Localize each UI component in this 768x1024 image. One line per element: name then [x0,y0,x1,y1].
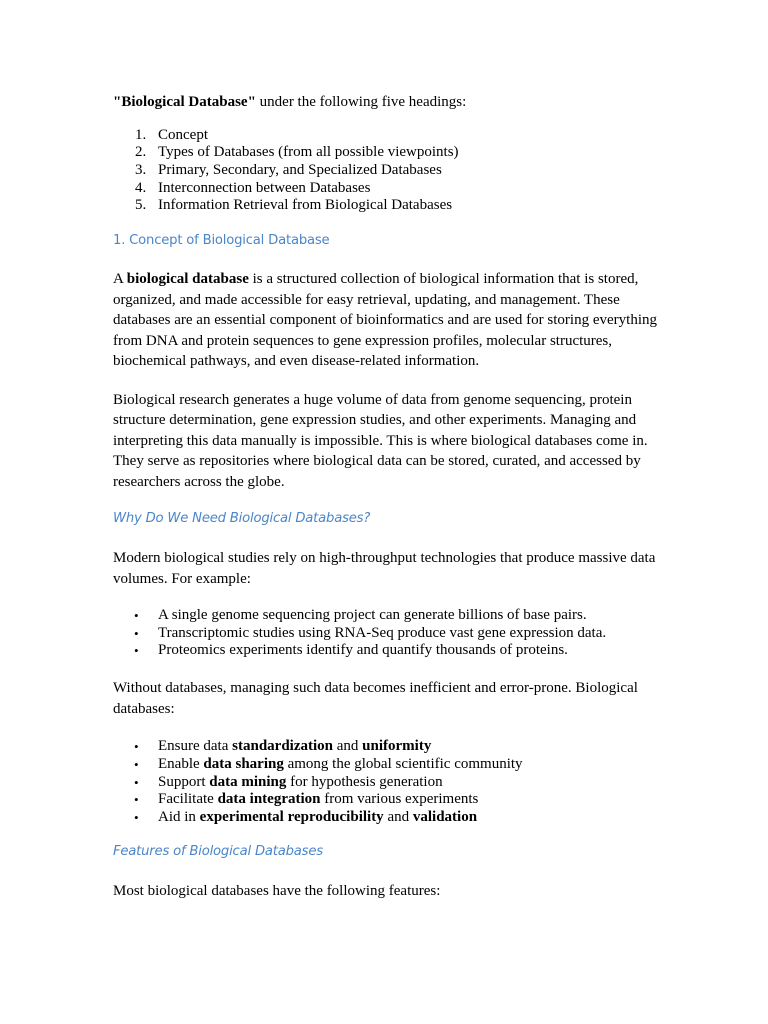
list-text: Types of Databases (from all possible viewpoints) [158,144,459,161]
bold-term: biological database [126,271,249,288]
list-text: Proteomics experiments identify and quantify thousands of proteins. [158,642,568,659]
bullet-icon: • [134,625,139,641]
text-run: A [113,271,127,288]
list-text: Interconnection between Databases [158,179,371,196]
paragraph-features: Most biological databases have the following features: [113,882,441,899]
bold-term: experimental reproducibility [199,808,384,825]
list-item [134,738,658,756]
bold-term: data sharing [203,755,284,772]
list-item [135,161,658,180]
paragraph-modern: Modern biological studies rely on high-throughput technologies that produce massive data volumes. For example: [113,550,656,587]
list-item [134,808,658,827]
list-text: Primary, Secondary, and Specialized Databases [158,161,442,178]
paragraph-without: Without databases, managing such data becomes inefficient and error-prone. Biological databases: [113,680,638,717]
list-item [134,624,658,643]
list-text: A single genome sequencing project can generate billions of base pairs. [158,607,587,624]
intro-line [113,92,658,113]
list-item [135,126,658,145]
bold-term: data integration [217,791,321,808]
text-run: Support [158,773,210,790]
list-text: Information Retrieval from Biological Databases [158,197,453,214]
list-item [135,179,658,198]
section-heading-why: Why Do We Need Biological Databases? [113,511,371,527]
intro-text: under the following five headings: [255,94,467,110]
list-number: 2. [135,144,147,161]
list-item [134,642,658,660]
text-run: Enable [158,755,204,772]
text-run: and [333,738,363,755]
list-text: Transcriptomic studies using RNA-Seq produce vast gene expression data. [158,624,607,641]
text-run: from various experiments [320,791,479,808]
bullet-icon: • [134,809,139,825]
text-run: for hypothesis generation [286,773,443,790]
list-item [134,773,658,792]
list-item [134,607,658,625]
bold-term: standardization [232,738,333,755]
bullet-icon: • [134,792,139,808]
paragraph-research: Biological research generates a huge volume of data from genome sequencing, protein structure determination, gene expression studies, and other experiments. Managing and interpreting this data manually is impossible. This is where biological databases come in. They serve as repositories where biological data can be stored, curated, and accessed by researchers across the globe. [113,391,648,490]
list-number: 1. [135,126,147,143]
bullet-icon: • [134,739,139,755]
text-run: is a structured collection of biological information that is stored, organized, and made accessible for easy retrieval, updating, and management. These databases are an essential component of bioinformatics and are used for storing everything from DNA and protein sequences to gene expression profiles, molecular structures, biochemical pathways, and even disease-related information. [113,271,657,370]
bold-term: uniformity [362,738,432,755]
paragraph-definition [113,269,658,372]
list-item [135,144,658,162]
intro-title: "Biological Database" [113,94,256,110]
example-bullets [113,607,658,660]
bold-term: data mining [209,773,287,790]
list-text: Concept [158,126,208,143]
text-run: and [383,808,413,825]
list-item [134,755,658,774]
bullet-icon: • [134,643,139,659]
text-run: Aid in [158,808,200,825]
section-heading-concept: 1. Concept of Biological Database [113,233,330,249]
list-item [135,197,658,215]
bullet-icon: • [134,756,139,772]
section-heading-features: Features of Biological Databases [113,843,323,859]
text-run: Facilitate [158,791,218,808]
list-number: 4. [135,179,147,196]
text-run: among the global scientific community [283,755,523,772]
text-run: Ensure data [158,738,233,755]
bullet-icon: • [134,608,139,624]
list-number: 5. [135,197,147,214]
document-body [113,92,658,901]
list-item [134,791,658,809]
list-number: 3. [135,161,147,178]
benefit-bullets [113,738,658,827]
bold-term: validation [412,808,478,825]
bullet-icon: • [134,774,139,790]
headings-list [113,127,658,216]
